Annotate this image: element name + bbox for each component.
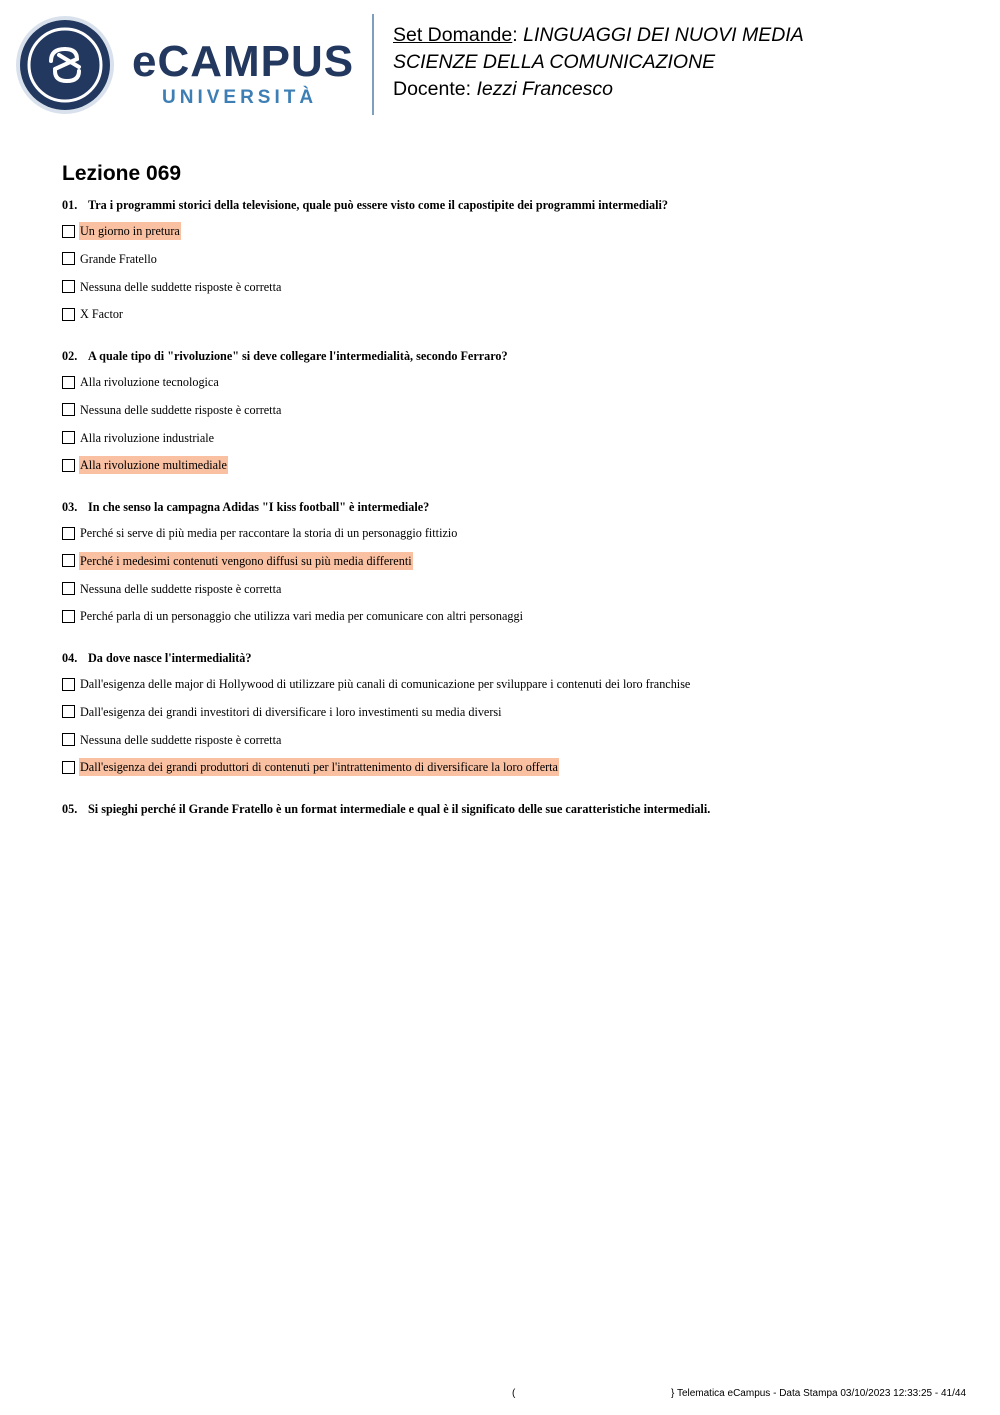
teacher-name: Iezzi Francesco bbox=[476, 78, 614, 100]
question-text: Si spieghi perché il Grande Fratello è un format intermediale e qual è il significato delle sue caratteristiche intermediali. bbox=[88, 802, 711, 816]
question-number: 03. bbox=[62, 500, 78, 514]
answer-option[interactable] bbox=[62, 250, 158, 268]
answer-text-highlighted: Perché i medesimi contenuti vengono diffusi su più media differenti bbox=[80, 553, 412, 568]
footer-print-info: } Telematica eCampus - Data Stampa 03/10/2023 12:33:25 - 41/44 bbox=[671, 1388, 967, 1399]
checkbox[interactable] bbox=[62, 678, 75, 691]
checkbox[interactable] bbox=[62, 403, 75, 416]
checkbox[interactable] bbox=[62, 459, 75, 472]
answer-text: Alla rivoluzione industriale bbox=[80, 430, 215, 445]
question-2 bbox=[62, 349, 508, 364]
checkbox[interactable] bbox=[62, 610, 75, 623]
question-number: 02. bbox=[62, 349, 78, 363]
answer-text-highlighted: Un giorno in pretura bbox=[80, 224, 180, 238]
question-3 bbox=[62, 500, 429, 515]
answer-option[interactable] bbox=[62, 758, 559, 776]
answer-option[interactable] bbox=[62, 401, 282, 419]
answer-text: Perché parla di un personaggio che utilizza vari media per comunicare con altri personaggi bbox=[80, 609, 523, 624]
answer-option[interactable] bbox=[62, 222, 181, 240]
teacher-label: Docente: bbox=[393, 78, 472, 100]
answer-option[interactable] bbox=[62, 580, 282, 598]
answer-option[interactable] bbox=[62, 675, 691, 693]
answer-option[interactable] bbox=[62, 731, 282, 749]
answer-text-highlighted: Alla rivoluzione multimediale bbox=[80, 458, 227, 473]
checkbox[interactable] bbox=[62, 527, 75, 540]
checkbox[interactable] bbox=[62, 582, 75, 595]
answer-text: Nessuna delle suddette risposte è corretta bbox=[80, 402, 282, 417]
answer-option[interactable] bbox=[62, 524, 458, 542]
answer-option[interactable] bbox=[62, 373, 220, 391]
question-text: Da dove nasce l'intermedialità? bbox=[88, 651, 252, 665]
question-text: Tra i programmi storici della televisione, quale può essere visto come il capostipite dei programmi intermediali? bbox=[88, 198, 668, 212]
answer-text: Dall'esigenza delle major di Hollywood di utilizzare più canali di comunicazione per sviluppare i contenuti dei loro franchise bbox=[80, 677, 691, 691]
question-1 bbox=[62, 198, 668, 213]
footer-fragment: ( bbox=[512, 1388, 516, 1399]
checkbox[interactable] bbox=[62, 376, 75, 389]
checkbox[interactable] bbox=[62, 733, 75, 746]
question-text: In che senso la campagna Adidas "I kiss football" è intermediale? bbox=[88, 500, 430, 514]
answer-text: Nessuna delle suddette risposte è corretta bbox=[80, 581, 282, 596]
checkbox[interactable] bbox=[62, 252, 75, 265]
course-title-line2: SCIENZE DELLA COMUNICAZIONE bbox=[393, 51, 716, 73]
answer-text: X Factor bbox=[80, 307, 123, 322]
answer-option[interactable] bbox=[62, 456, 228, 474]
set-label: Set Domande bbox=[393, 24, 513, 46]
answer-option[interactable] bbox=[62, 278, 282, 296]
lesson-title: Lezione 069 bbox=[62, 162, 182, 185]
answer-text: Grande Fratello bbox=[80, 251, 157, 266]
checkbox[interactable] bbox=[62, 308, 75, 321]
course-header: Set Domande: LINGUAGGI DEI NUOVI MEDIA SCIENZE DELLA COMUNICAZIONE Docente: Iezzi Francesco bbox=[393, 24, 804, 100]
checkbox[interactable] bbox=[62, 705, 75, 718]
answer-option[interactable] bbox=[62, 607, 524, 625]
answer-text: Alla rivoluzione tecnologica bbox=[80, 375, 219, 389]
ecampus-logo-subtitle: UNIVERSITÀ bbox=[162, 87, 318, 108]
answer-text: Dall'esigenza dei grandi investitori di diversificare i loro investimenti su media diversi bbox=[80, 704, 502, 719]
question-number: 04. bbox=[62, 651, 78, 665]
answer-text: Nessuna delle suddette risposte è corretta bbox=[80, 732, 282, 747]
checkbox[interactable] bbox=[62, 431, 75, 444]
question-text: A quale tipo di "rivoluzione" si deve collegare l'intermedialità, secondo Ferraro? bbox=[88, 349, 508, 363]
answer-option[interactable] bbox=[62, 552, 413, 570]
checkbox[interactable] bbox=[62, 554, 75, 567]
checkbox[interactable] bbox=[62, 280, 75, 293]
ecampus-logo-badge bbox=[15, 15, 115, 115]
question-number: 05. bbox=[62, 802, 78, 816]
answer-text-highlighted: Dall'esigenza dei grandi produttori di contenuti per l'intrattenimento di diversificare la loro offerta bbox=[80, 760, 558, 775]
course-title-line1: LINGUAGGI DEI NUOVI MEDIA bbox=[523, 24, 804, 46]
answer-text: Nessuna delle suddette risposte è corretta bbox=[80, 279, 282, 294]
checkbox[interactable] bbox=[62, 225, 75, 238]
ecampus-logo-wordmark: eCAMPUS bbox=[132, 37, 355, 86]
answer-option[interactable] bbox=[62, 703, 503, 721]
checkbox[interactable] bbox=[62, 761, 75, 774]
question-number: 01. bbox=[62, 198, 78, 212]
answer-option[interactable] bbox=[62, 429, 215, 447]
question-4 bbox=[62, 651, 252, 666]
answer-option[interactable] bbox=[62, 305, 124, 323]
header-divider bbox=[372, 14, 374, 115]
answer-text: Perché si serve di più media per raccontare la storia di un personaggio fittizio bbox=[80, 526, 458, 540]
question-5 bbox=[62, 802, 710, 817]
